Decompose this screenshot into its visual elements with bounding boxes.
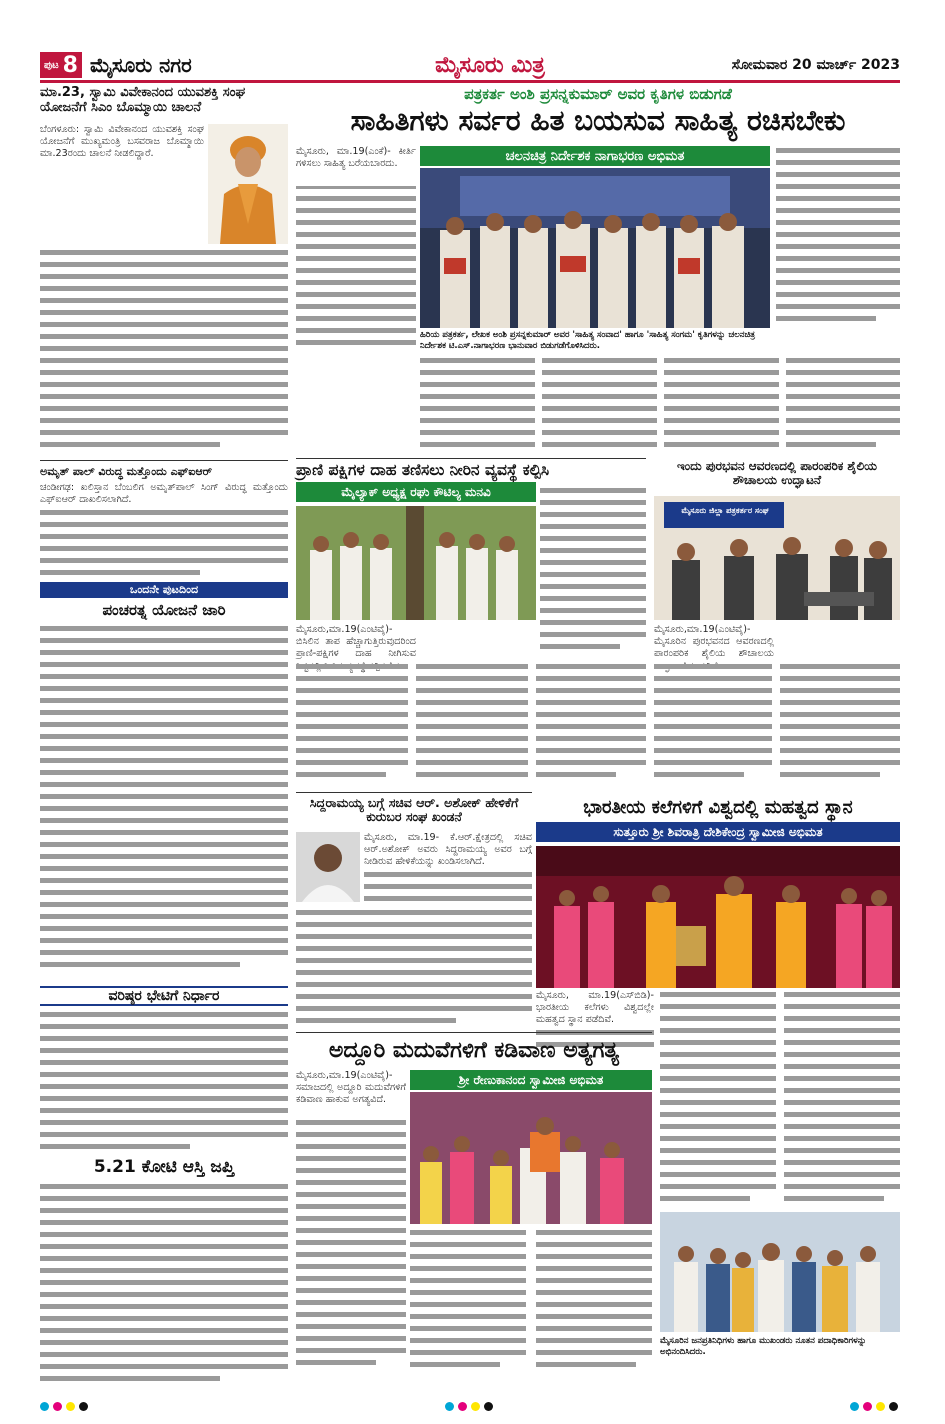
midleft-subhead: ಮೈಲ್ಯಾಕ್ ಅಧ್ಯಕ್ಷ ರಘು ಕೌಟಿಲ್ಯ ಮನವಿ — [296, 482, 536, 502]
lowerright-text-lines — [660, 990, 900, 1208]
midright-lead: ಮೈಸೂರು,ಮಾ.19(ಎಂಟಿವೈ)- ಮೈಸೂರಿನ ಪುರಭವನದ ಆವರಣದಲ್ಲಿ ಪಾರಂಪರಿಕ ಶೈಲಿಯ ಶೌಚಾಲಯ — [654, 624, 774, 660]
vivekananda-portrait — [208, 124, 288, 244]
arts-stage-photo — [536, 846, 900, 988]
page-label: ಪುಟ — [44, 59, 59, 71]
story4-text-lines — [40, 1010, 288, 1154]
story5-text-lines — [40, 1182, 288, 1382]
top-story-text-right1 — [776, 146, 900, 328]
registration-marks-right — [850, 1402, 898, 1411]
dateline: ಸೋಮವಾರ 20 ಮಾರ್ಚ್ 2023 — [731, 57, 900, 73]
bottom-subhead: ಶ್ರೀ ರೇಣುಕಾನಂದ ಸ್ವಾಮೀಜಿ ಅಭಿಮತ — [410, 1070, 652, 1090]
masthead — [40, 50, 900, 80]
lowermid-headline: ಸಿದ್ದರಾಮಯ್ಯ ಬಗ್ಗೆ ಸಚಿವ ಆರ್. ಅಶೋಕ್ ಹೇಳಿಕೆಗೆ ಕುರುಬರ ಸಂಘ ಖಂಡನೆ — [309, 795, 519, 825]
masthead-rule — [40, 80, 900, 83]
midright-text-lines — [654, 662, 900, 790]
bottom-lead: ಮೈಸೂರು,ಮಾ.19(ಎಂಟಿವೈ)- ಸಮಾಜದಲ್ಲಿ ಅದ್ದೂರಿ ಮದುವೆಗಳಿಗೆ ಕಡಿವಾಣ ಹಾಕುವ ಅಗತ್ಯವಿದೆ. — [296, 1070, 406, 1118]
page-number: 8 — [62, 52, 78, 78]
story1-lead: ಬೆಂಗಳೂರು: ಸ್ವಾಮಿ ವಿವೇಕಾನಂದ ಯುವಶಕ್ತಿ ಸಂಘ ಯೋಜನೆಗೆ ಮುಖ್ಯಮಂತ್ರಿ ಬಸವರಾಜ ಬೊಮ್ಮಾಯಿ ಮಾ.23ರಂದು ಚಾಲನೆ ನೀಡಲಿದ್ದಾರೆ. — [40, 124, 204, 160]
top-subhead: ಚಲನಚಿತ್ರ ನಿರ್ದೇಶಕ ನಾಗಾಭರಣ ಅಭಿಮತ — [420, 146, 770, 166]
midleft-headline: ಪ್ರಾಣಿ ಪಕ್ಷಿಗಳ ದಾಹ ತಣಿಸಲು ನೀರಿನ ವ್ಯವಸ್ಥೆ ಕಲ್ಪಿಸಿ — [296, 461, 550, 479]
water-bowl-photo — [296, 506, 536, 620]
midleft-text-right — [540, 486, 646, 660]
lowerright-subhead: ಸುತ್ತೂರು ಶ್ರೀ ಶಿವರಾತ್ರಿ ದೇಶಿಕೇಂದ್ರ ಸ್ವಾಮೀಜಿ ಅಭಿಮತ — [536, 822, 900, 842]
toilet-inauguration-photo — [654, 496, 900, 620]
top-photo-caption: ಹಿರಿಯ ಪತ್ರಕರ್ತ, ಲೇಖಕ ಅಂಶಿ ಪ್ರಸನ್ನಕುಮಾರ್ ಅವರ 'ಸಾಹಿತ್ಯ ಸಂವಾದ' ಹಾಗೂ 'ಸಾಹಿತ್ಯ ಸಂಗಮ' ಕೃತಿಗಳನ್ನು ಚಲನಚಿತ್ರ ನಿರ್ದೇಶಕ ಟಿ.ಎಸ್.ನಾಗಾಭರಣ ಭಾನುವಾರ ಬಿಡುಗಡೆಗೊಳಿಸಿದರು. — [420, 330, 756, 351]
story5-headline: 5.21 ಕೋಟಿ ಆಸ್ತಿ ಜಪ್ತಿ — [93, 1157, 235, 1177]
story2-lead: ಚಂಡೀಗಢ: ಖಲಿಸ್ತಾನ ಬೆಂಬಲಿಗ ಅಮೃತ್‌ಪಾಲ್ ಸಿಂಗ್ ವಿರುದ್ಧ ಮತ್ತೊಂದು ಎಫ್‌ಐಆರ್ ದಾಖಲಿಸಲಾಗಿದೆ. — [40, 482, 288, 506]
paper-name-logo: ಮೈಸೂರು ಮಿತ್ರ — [435, 52, 545, 78]
wedding-photo — [410, 1092, 652, 1224]
registration-marks-left — [40, 1402, 88, 1411]
lowermid-lead: ಮೈಸೂರು, ಮಾ.19- ಕೆ.ಆರ್.ಕ್ಷೇತ್ರದಲ್ಲಿ ಸಚಿವ ಆರ್.ಅಶೋಕ್ ಅವರು ಸಿದ್ದರಾಮಯ್ಯ ಅವರ ಬಗ್ಗೆ ನೀಡಿರುವ ಹೇಳಿಕೆಯನ್ನು ಖಂಡಿಸಲಾಗಿದೆ. — [364, 832, 532, 868]
story2-headline: ಅಮೃತ್ ಪಾಲ್ ವಿರುದ್ಧ ಮತ್ತೊಂದು ಎಫ್‌ಐಆರ್ — [40, 465, 213, 478]
top-lead: ಮೈಸೂರು, ಮಾ.19(ಎಂಕೆ)- ಕೀರ್ತಿ ಗಳಿಸಲು ಸಾಹಿತ್ಯ ಬರೆಯಬಾರದು. — [296, 146, 416, 186]
story2-text-lines — [40, 508, 288, 582]
top-story-text-bottom — [420, 356, 900, 456]
story1-body-wrap — [40, 124, 204, 244]
top-story-text-left — [296, 146, 416, 506]
midleft-text-lines — [296, 662, 646, 790]
registration-marks-center — [445, 1402, 493, 1411]
page-number-badge — [40, 52, 82, 78]
story3-text-lines — [40, 624, 288, 982]
group-felicitation-photo — [660, 1212, 900, 1332]
story1-headline: ಮಾ.23, ಸ್ವಾಮಿ ವಿವೇಕಾನಂದ ಯುವಶಕ್ತಿ ಸಂಘ ಯೋಜನೆಗೆ ಸಿಎಂ ಬೊಮ್ಮಾಯಿ ಚಾಲನೆ — [40, 85, 246, 115]
story3-headline: ಪಂಚರತ್ನ ಯೋಜನೆ ಜಾರಿ — [102, 601, 226, 619]
top-headline: ಸಾಹಿತಿಗಳು ಸರ್ವರ ಹಿತ ಬಯಸುವ ಸಾಹಿತ್ಯ ರಚಿಸಬೇಕು — [350, 104, 846, 138]
photo-banner-text: ಮೈಸೂರು ಜಿಲ್ಲಾ ಪತ್ರಕರ್ತರ ಸಂಘ — [681, 506, 769, 515]
midleft-lead: ಮೈಸೂರು,ಮಾ.19(ಎಂಟಿವೈ)- ಬಿಸಿಲಿನ ತಾಪ ಹೆಚ್ಚಾಗುತ್ತಿರುವುದರಿಂದ ಪ್ರಾಣಿ-ಪಕ್ಷಿಗಳ ದಾಹ ನೀಗಿಸುವ — [296, 624, 416, 660]
portrait-photo — [296, 832, 360, 902]
bottom-right-caption: ಮೈಸೂರಿನ ಜನಪ್ರತಿನಿಧಿಗಳು ಹಾಗೂ ಮುಖಂಡರು ನೂತನ ಪದಾಧಿಕಾರಿಗಳನ್ನು ಅಭಿನಂದಿಸಿದರು. — [660, 1336, 867, 1357]
story4-headline: ವರಿಷ್ಠರ ಭೇಟಿಗೆ ನಿರ್ಧಾರ — [40, 986, 288, 1006]
section-title: ಮೈಸೂರು ನಗರ — [89, 53, 192, 77]
from-page-one-band: ಒಂದನೇ ಪುಟದಿಂದ — [40, 582, 288, 598]
book-release-photo — [420, 168, 770, 328]
story1-text-block — [40, 246, 288, 454]
lowerright-lead: ಮೈಸೂರು, ಮಾ.19(ಎಸ್‌ಬಿಡಿ)- ಭಾರತೀಯ ಕಲೆಗಳು ವಿಶ್ವದಲ್ಲೇ ಮಹತ್ವದ ಸ್ಥಾನ ಪಡೆದಿವೆ. — [536, 990, 654, 1026]
midright-headline: ಇಂದು ಪುರಭವನ ಆವರಣದಲ್ಲಿ ಪಾರಂಪರಿಕ ಶೈಲಿಯ ಶೌಚಾಲಯ ಉದ್ಘಾಟನೆ — [677, 459, 877, 487]
lowermid-text-lines — [296, 908, 532, 1028]
story1-text-lines — [40, 246, 288, 454]
lowerright-headline: ಭಾರತೀಯ ಕಲೆಗಳಿಗೆ ವಿಶ್ವದಲ್ಲಿ ಮಹತ್ವದ ಸ್ಥಾನ — [536, 794, 900, 820]
left-column — [40, 86, 288, 1386]
top-kicker: ಪತ್ರಕರ್ತ ಅಂಶಿ ಪ್ರಸನ್ನಕುಮಾರ್ ಅವರ ಕೃತಿಗಳ ಬಿಡುಗಡೆ — [464, 85, 732, 103]
bottom-text-lines — [410, 1228, 652, 1378]
lowermid-text-top — [364, 870, 532, 904]
bottom-headline: ಅದ್ದೂರಿ ಮದುವೆಗಳಿಗೆ ಕಡಿವಾಣ ಅತ್ಯಗತ್ಯ — [328, 1038, 620, 1063]
